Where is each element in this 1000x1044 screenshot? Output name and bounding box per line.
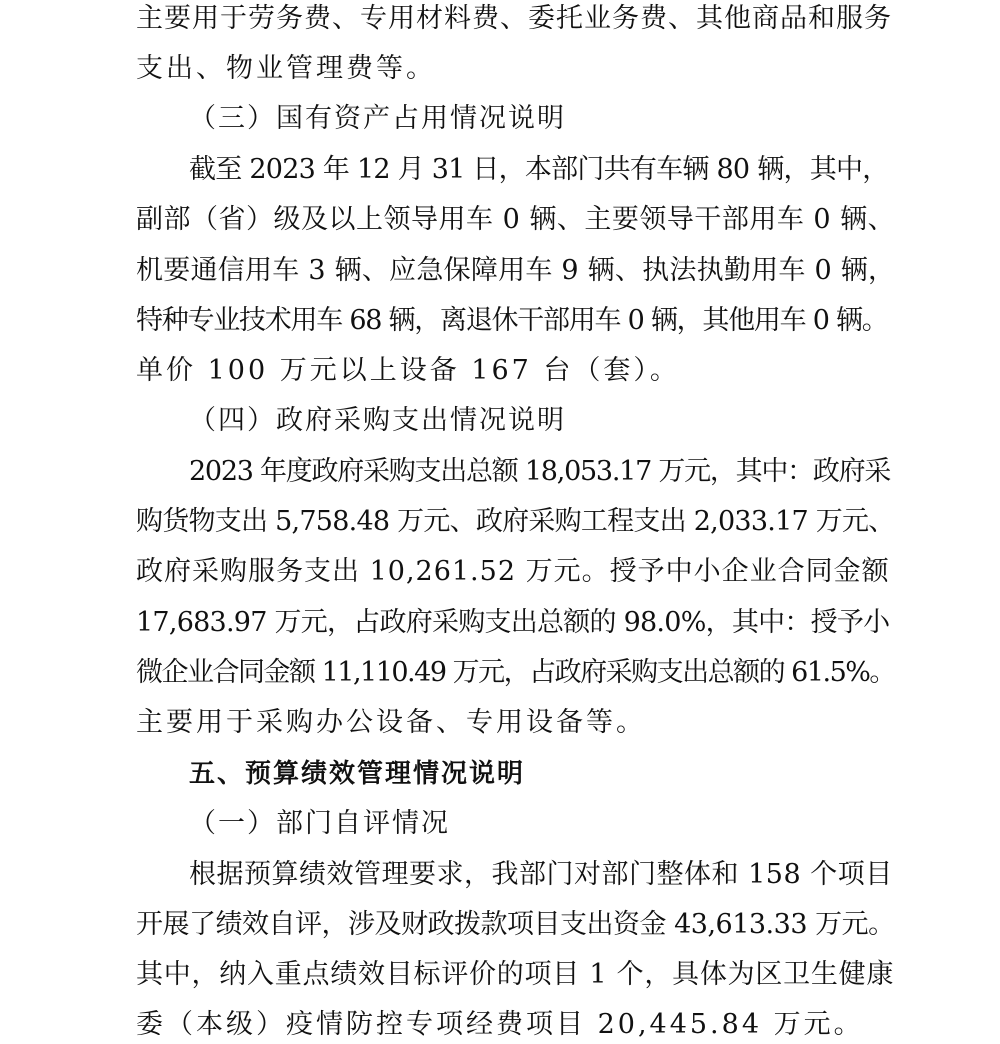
section-subheading: （一）部门自评情况	[189, 808, 450, 839]
paragraph-line: 根据预算绩效管理要求，我部门对部门整体和 158 个项目	[189, 859, 893, 890]
paragraph-line: 截至 2023 年 12 月 31 日，本部门共有车辆 80 辆，其中，	[189, 154, 889, 185]
paragraph-line: 单价 100 万元以上设备 167 台（套）。	[136, 355, 680, 386]
section-heading: 五、预算绩效管理情况说明	[189, 759, 526, 789]
paragraph-line: 特种专业技术用车 68 辆，离退休干部用车 0 辆，其他用车 0 辆。	[136, 305, 888, 336]
paragraph-line: 17,683.97 万元，占政府采购支出总额的 98.0%，其中：授予小	[136, 607, 890, 638]
section-subheading: （四）政府采购支出情况说明	[189, 405, 566, 436]
paragraph-line: 主要用于劳务费、专用材料费、委托业务费、其他商品和服务	[136, 3, 892, 34]
paragraph-line: 其中，纳入重点绩效目标评价的项目 1 个，具体为区卫生健康	[136, 959, 895, 990]
paragraph-line: 开展了绩效自评，涉及财政拨款项目支出资金 43,613.33 万元。	[136, 909, 895, 940]
paragraph-line: 委（本级）疫情防控专项经费项目 20,445.84 万元。	[136, 1009, 864, 1040]
paragraph-line: 微企业合同金额 11,110.49 万元，占政府采购支出总额的 61.5%。	[136, 657, 895, 688]
paragraph-line: 政府采购服务支出 10,261.52 万元。授予中小企业合同金额	[136, 556, 890, 587]
paragraph-line: 购货物支出 5,758.48 万元、政府采购工程支出 2,033.17 万元、	[136, 506, 895, 537]
paragraph-line: 支出、物业管理费等。	[136, 53, 436, 84]
paragraph-line: 主要用于采购办公设备、专用设备等。	[136, 707, 646, 738]
paragraph-line: 2023 年度政府采购支出总额 18,053.17 万元，其中：政府采	[189, 456, 891, 487]
paragraph-line: 机要通信用车 3 辆、应急保障用车 9 辆、执法执勤用车 0 辆，	[136, 255, 896, 286]
paragraph-line: 副部（省）级及以上领导用车 0 辆、主要领导干部用车 0 辆、	[136, 204, 896, 235]
section-subheading: （三）国有资产占用情况说明	[189, 103, 566, 134]
